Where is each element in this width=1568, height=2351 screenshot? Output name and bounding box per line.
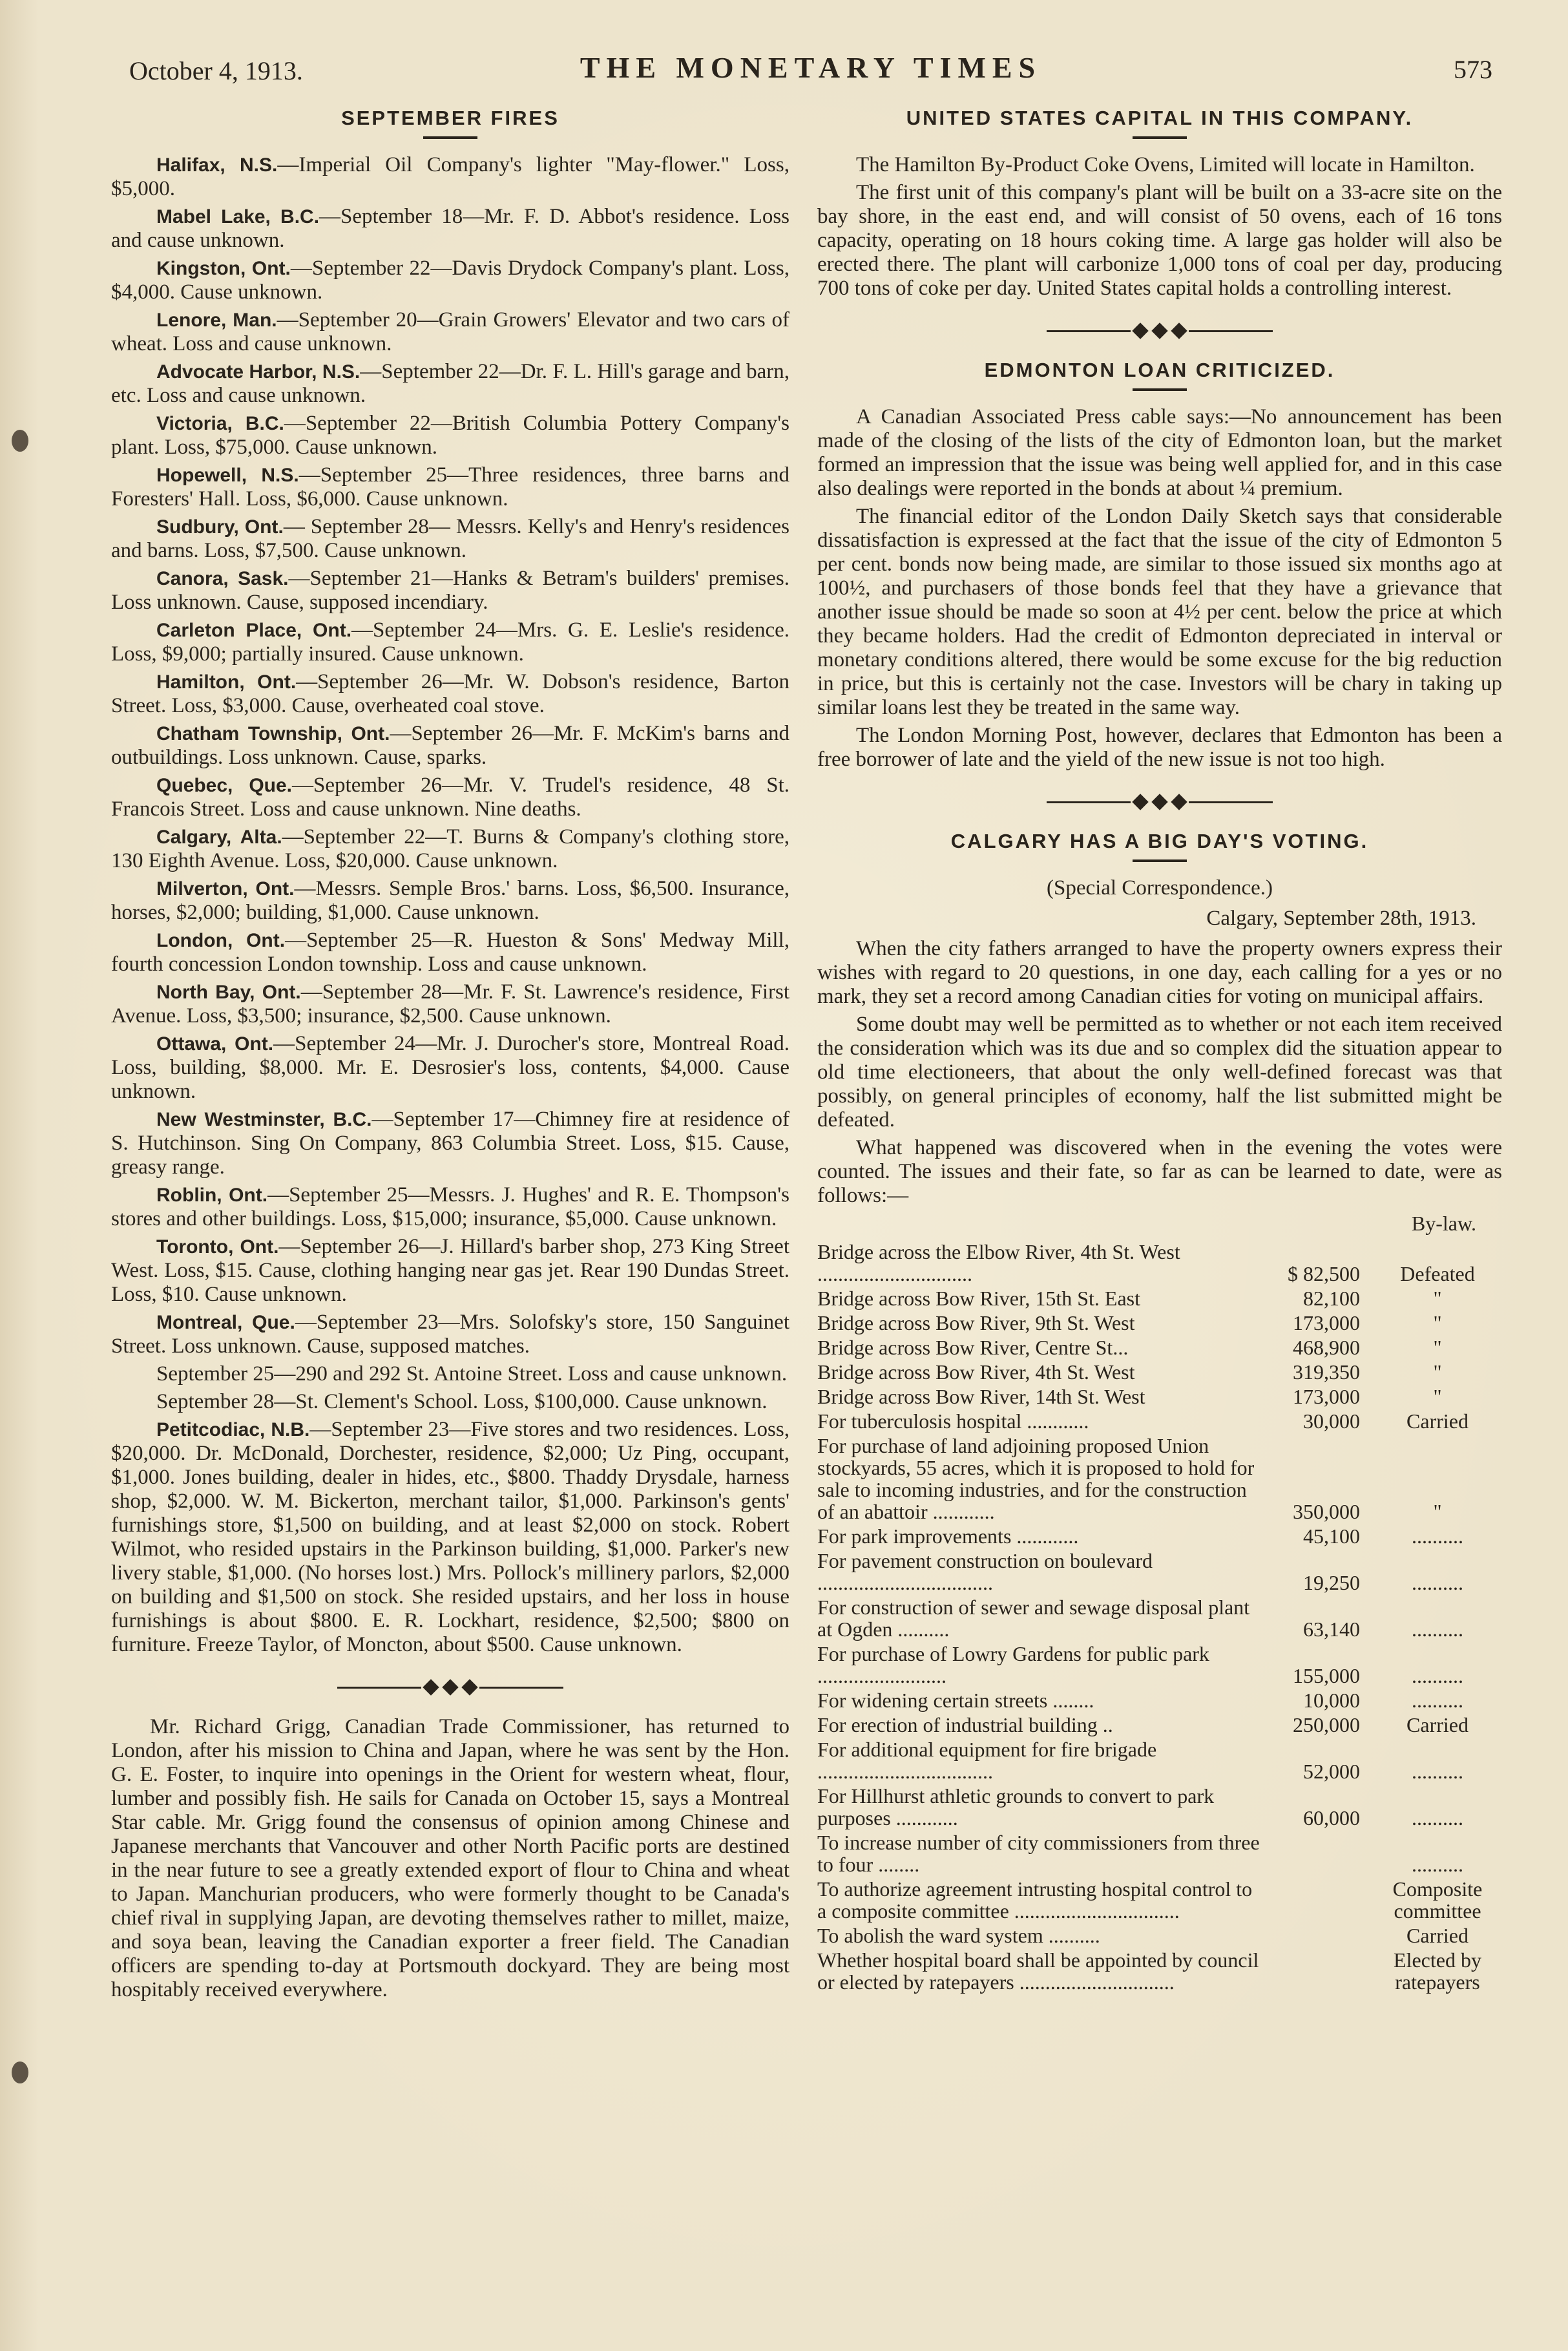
bylaw-item: Bridge across Bow River, 4th St. West: [817, 1360, 1135, 1384]
bylaw-item: For widening certain streets ........: [817, 1689, 1094, 1712]
grigg-article: Mr. Richard Grigg, Canadian Trade Commissioner, has returned to London, after his mission to China and Japan, where he was sent by the Hon. G. E. Foster, to inquire into openings in the Orient for western wheat, flour, lumber and possibly fish. He sails for Canada on October 15, says a Montreal Star cable. Mr. Grigg found the consensus of opinion among Chinese and Japanese merchants that Vancouver and other North Pacific ports are destined in the near future to see a greatly extended export of flour to China and wheat to Japan. Manchurian producers, who were formerly thought to be Canada's chief rival in supplying Japan, are devoting themselves rather to millet, maize, and soya bean, leaving the Canadian exporter a freer field. The Canadian officers are spending to-day at Portsmouth dockyard. They are being most hospitably received everywhere.: [111, 1715, 789, 2001]
bylaw-result: ": [1433, 1360, 1442, 1384]
bylaw-result: ..........: [1412, 1618, 1463, 1641]
paragraph: The Hamilton By-Product Coke Ovens, Limited will locate in Hamilton.: [856, 153, 1475, 176]
fire-details: —September 22—Davis Drydock Company's plant. Loss, $4,000. Cause unknown.: [111, 257, 789, 304]
table-row: [817, 1525, 1502, 1550]
bylaw-result: ..........: [1412, 1689, 1463, 1712]
bylaw-result: Defeated: [1400, 1262, 1475, 1285]
table-row: [817, 1878, 1502, 1924]
fire-location: Sudbury, Ont.: [156, 516, 284, 538]
fire-entry: [111, 929, 789, 976]
fires-list: [111, 153, 789, 1657]
fire-details: — September 28— Messrs. Kelly's and Henry's residences and barns. Loss, $7,500. Cause unknown.: [111, 515, 789, 562]
table-row: [817, 1689, 1502, 1714]
fire-entry: [111, 515, 789, 563]
bylaw-amount: 250,000: [1293, 1713, 1360, 1736]
fire-details: —Imperial Oil Company's lighter "May-flower." Loss, $5,000.: [111, 153, 789, 200]
table-row: [817, 1435, 1502, 1525]
bylaw-result: ..........: [1412, 1760, 1463, 1783]
fire-details: —September 22—British Columbia Pottery Company's plant. Loss, $75,000. Cause unknown.: [111, 412, 789, 459]
table-row: [817, 1410, 1502, 1435]
fire-location: Toronto, Ont.: [156, 1236, 279, 1258]
bylaw-item: Bridge across Bow River, 14th St. West: [817, 1385, 1145, 1408]
bylaw-item: Bridge across Bow River, 9th St. West: [817, 1311, 1135, 1334]
table-row: [817, 1336, 1502, 1361]
bylaw-item: To abolish the ward system ..........: [817, 1924, 1100, 1947]
heading-rule: [1133, 388, 1187, 391]
section-ornament: [817, 791, 1502, 810]
fire-details: —September 25—Messrs. J. Hughes' and R. E. Thompson's stores and other buildings. Loss, $15,000; insurance, $5,000. Cause unknown.: [111, 1183, 789, 1230]
fire-location: New Westminster, B.C.: [156, 1109, 372, 1130]
fire-location: Mabel Lake, B.C.: [156, 206, 320, 227]
fire-location: Chatham Township, Ont.: [156, 723, 390, 744]
heading-rule: [1133, 136, 1187, 139]
bylaw-result: ..........: [1412, 1853, 1463, 1876]
bylaw-item: To increase number of city commissioners from three to four ........: [817, 1831, 1260, 1876]
fire-location: North Bay, Ont.: [156, 982, 301, 1003]
fire-location: London, Ont.: [156, 930, 286, 951]
fire-location: Carleton Place, Ont.: [156, 620, 352, 641]
table-row: [817, 1312, 1502, 1336]
bylaw-item: Bridge across Bow River, 15th St. East: [817, 1287, 1140, 1310]
bylaw-result: ..........: [1412, 1524, 1463, 1548]
bylaw-amount: 173,000: [1293, 1385, 1360, 1408]
bylaw-item: For construction of sewer and sewage disposal plant at Ogden ..........: [817, 1596, 1250, 1641]
bylaw-result: ": [1433, 1336, 1442, 1359]
fire-details: —Messrs. Semple Bros.' barns. Loss, $6,500. Insurance, horses, $2,000; building, $1,000. Cause unknown.: [111, 877, 789, 924]
bylaw-item: To authorize agreement intrusting hospital control to a composite committee ................................: [817, 1877, 1253, 1923]
bylaw-table: [817, 1241, 1502, 1996]
bylaw-column-header: By-law.: [1411, 1212, 1476, 1235]
heading-rule: [1133, 859, 1187, 862]
fire-details: —September 22—Dr. F. L. Hill's garage and barn, etc. Loss and cause unknown.: [111, 360, 790, 407]
bylaw-amount: 155,000: [1293, 1664, 1360, 1687]
fire-details: —September 18—Mr. F. D. Abbot's residence. Loss and cause unknown.: [111, 205, 790, 252]
heading-rule: [423, 136, 477, 139]
table-row: [817, 1386, 1502, 1410]
bylaw-result: Carried: [1406, 1409, 1469, 1433]
fire-details: —September 21—Hanks & Betram's builders' premises. Loss unknown. Cause, supposed incendiary.: [111, 567, 789, 614]
bylaw-amount: [1263, 1831, 1373, 1878]
fire-location: Calgary, Alta.: [156, 827, 282, 848]
section-ornament: [111, 1676, 789, 1696]
bylaw-result: ": [1433, 1500, 1442, 1523]
bylaw-amount: [1263, 1949, 1373, 1996]
bylaw-item: Whether hospital board shall be appointed by council or elected by ratepayers ..............................: [817, 1948, 1259, 1994]
fire-entry: [111, 1108, 789, 1179]
fire-details: —September 23—Five stores and two residences. Loss, $20,000. Dr. McDonald, Dorchester, residence, $2,000; Uz Ping, occupant, $1,000. Jones building, dealer in hides, etc., $800. Thaddy Drysdale, harness shop, $2,000. W. M. Bickerton, merchant tailor, $1,000. Parkinson's gents' furnishings store, $1,500 on building, and at least $2,000 on stock. Robert Wilmot, who resided upstairs in the Parkinson building, $1,000. Parker's new livery stable, $1,000. (No horses lost.) Mrs. Pollock's millinery parlors, $2,000 on building and $1,500 on stock. She resided upstairs, and her loss in house furnishings is about $800. E. R. Lockhart, residence, $2,500; $800 on furniture. Freeze Taylor, of Moncton, about $500. Cause unknown.: [111, 1418, 789, 1656]
bylaw-result: Carried: [1406, 1924, 1469, 1947]
fire-details: —September 20—Grain Growers' Elevator and two cars of wheat. Loss and cause unknown.: [111, 308, 790, 355]
bylaw-amount: $ 82,500: [1288, 1262, 1360, 1285]
bylaw-item: For park improvements ............: [817, 1524, 1079, 1548]
bylaw-amount: 60,000: [1303, 1806, 1360, 1829]
section-ornament: [817, 320, 1502, 339]
edmonton-heading: EDMONTON LOAN CRITICIZED.: [984, 359, 1335, 381]
fire-entry: [111, 1183, 789, 1231]
paragraph: The first unit of this company's plant will be built on a 33-acre site on the bay shore, in the east end, and will consist of 50 ovens, each of 16 tons capacity, operating on 18 hours coking time. A large gas holder will also be erected there. The plant will carbonize 1,000 tons of coal per day, producing 700 tons of coke per day. United States capital holds a controlling interest.: [817, 181, 1502, 300]
bylaw-item: For tuberculosis hospital ............: [817, 1409, 1089, 1433]
bylaw-result: ": [1433, 1385, 1442, 1408]
fire-details: September 25—290 and 292 St. Antoine Street. Loss and cause unknown.: [156, 1362, 788, 1386]
table-row: [817, 1287, 1502, 1312]
fire-entry: [111, 412, 789, 459]
paragraph: What happened was discovered when in the evening the votes were counted. The issues and their fate, so far as can be learned to date, were as follows:—: [817, 1136, 1502, 1207]
paragraph: The London Morning Post, however, declares that Edmonton has been a free borrower of late and the yield of the new issue is not too high.: [817, 724, 1502, 771]
fire-details: —September 25—R. Hueston & Sons' Medway Mill, fourth concession London township. Loss and cause unknown.: [111, 929, 789, 976]
fire-entry: [111, 618, 789, 666]
fire-details: September 28—St. Clement's School. Loss, $100,000. Cause unknown.: [156, 1390, 768, 1413]
byline: (Special Correspondence.): [1046, 876, 1273, 900]
fire-location: Hopewell, N.S.: [156, 465, 299, 486]
bylaw-amount: 19,250: [1303, 1571, 1360, 1594]
fire-entry: [111, 257, 789, 304]
fire-location: Montreal, Que.: [156, 1312, 295, 1333]
page-header: [129, 50, 1492, 96]
table-row: [817, 1361, 1502, 1386]
bylaw-amount: [1263, 1878, 1373, 1924]
fire-location: Lenore, Man.: [156, 310, 277, 331]
masthead: THE MONETARY TIMES: [580, 51, 1042, 84]
bylaw-amount: 30,000: [1303, 1409, 1360, 1433]
fire-entry: [111, 877, 789, 925]
bylaw-item: For erection of industrial building ..: [817, 1713, 1113, 1736]
table-row: [817, 1738, 1502, 1785]
bylaw-amount: 350,000: [1293, 1500, 1360, 1523]
table-row: [817, 1924, 1502, 1949]
fire-details: —September 24—Mr. J. Durocher's store, Montreal Road. Loss, building, $8,000. Mr. E. Desrosier's loss, contents, $4,000. Cause unknown.: [111, 1032, 789, 1103]
fire-location: Quebec, Que.: [156, 775, 293, 796]
paragraph: A Canadian Associated Press cable says:—No announcement has been made of the closing of the lists of the city of Edmonton loan, but the market formed an impression that the issue was being well applied for, and in this case also dealings were reported in the bonds at about ¼ premium.: [817, 405, 1502, 500]
binding-hole: [12, 2061, 28, 2083]
fire-location: Canora, Sask.: [156, 568, 289, 589]
bylaw-item: Bridge across the Elbow River, 4th St. West ..............................: [817, 1240, 1180, 1285]
bylaw-result: ..........: [1412, 1571, 1463, 1594]
fire-entry: [111, 1390, 789, 1414]
bylaw-item: For purchase of land adjoining proposed Union stockyards, 55 acres, which it is proposed to hold for sale to incoming industries, and for the construction of an abattoir ............: [817, 1434, 1255, 1523]
paragraph: The financial editor of the London Daily Sketch says that considerable dissatisfaction is expressed at the fact that the issue of the city of Edmonton 5 per cent. bonds now being made, are similar to those issued six months ago at 100½, and purchasers of those bonds feel that they have a grievance that another issue should be made so soon at 4½ per cent. below the price at which they became holders. Had the credit of Edmonton depreciated in interval or monetary conditions altered, there would be some excuse for the big reduction in price, but this is certainly not the case. Investors will be chary in taking up similar loans lest they be treated in the same way.: [817, 505, 1502, 719]
table-row: [817, 1643, 1502, 1689]
bylaw-amount: 10,000: [1303, 1689, 1360, 1712]
fire-entry: [111, 722, 789, 770]
fire-entry: [111, 1418, 789, 1657]
table-row: [817, 1714, 1502, 1738]
table-row: [817, 1949, 1502, 1996]
fire-location: Milverton, Ont.: [156, 878, 295, 900]
bylaw-amount: 319,350: [1293, 1360, 1360, 1384]
table-row: [817, 1785, 1502, 1831]
left-column: [111, 107, 789, 2006]
table-row: [817, 1831, 1502, 1878]
bylaw-result: Composite committee: [1392, 1877, 1483, 1923]
table-row: [817, 1596, 1502, 1643]
us-capital-heading: UNITED STATES CAPITAL IN THIS COMPANY.: [906, 107, 1414, 129]
fire-entry: [111, 1362, 789, 1386]
fire-details: —September 26—Mr. W. Dobson's residence, Barton Street. Loss, $3,000. Cause, overheated coal stove.: [111, 670, 789, 717]
bylaw-amount: 45,100: [1303, 1524, 1360, 1548]
fire-entry: [111, 825, 789, 873]
fire-location: Advocate Harbor, N.S.: [156, 361, 361, 383]
fire-entry: [111, 670, 789, 718]
fire-details: —September 22—T. Burns & Company's clothing store, 130 Eighth Avenue. Loss, $20,000. Cause unknown.: [111, 825, 789, 872]
bylaw-amount: 173,000: [1293, 1311, 1360, 1334]
fire-details: —September 26—Mr. F. McKim's barns and outbuildings. Loss unknown. Cause, sparks.: [111, 722, 789, 769]
issue-date: October 4, 1913.: [129, 56, 303, 85]
bylaw-amount: 468,900: [1293, 1336, 1360, 1359]
bylaw-item: For Hillhurst athletic grounds to convert to park purposes ............: [817, 1784, 1215, 1829]
bylaw-result: Carried: [1406, 1713, 1469, 1736]
fire-entry: [111, 153, 789, 201]
bylaw-item: For pavement construction on boulevard ..................................: [817, 1549, 1153, 1594]
binding-hole: [12, 430, 28, 452]
table-row: [817, 1241, 1502, 1287]
fire-location: Petitcodiac, N.B.: [156, 1419, 310, 1440]
fire-entry: [111, 774, 789, 821]
fire-entry: [111, 308, 789, 356]
bylaw-result: ": [1433, 1311, 1442, 1334]
bylaw-amount: 82,100: [1303, 1287, 1360, 1310]
bylaw-result: ": [1433, 1287, 1442, 1310]
fire-location: Ottawa, Ont.: [156, 1033, 274, 1055]
paragraph: When the city fathers arranged to have the property owners express their wishes with regard to 20 questions, in one day, each calling for a yes or no mark, they set a record among Canadian cities for voting on municipal affairs.: [817, 937, 1502, 1008]
fire-entry: [111, 567, 789, 615]
fire-entry: [111, 360, 789, 408]
fire-location: Roblin, Ont.: [156, 1185, 268, 1206]
page-number: 573: [1454, 55, 1492, 84]
bylaw-item: For additional equipment for fire brigade ..................................: [817, 1738, 1157, 1783]
bylaw-amount: 63,140: [1303, 1618, 1360, 1641]
fire-details: —September 26—J. Hillard's barber shop, 273 King Street West. Loss, $15. Cause, clothing hanging near gas jet. Rear 190 Dundas Street. Loss, $10. Cause unknown.: [111, 1235, 789, 1306]
paragraph: Some doubt may well be permitted as to whether or not each item received the consideration which was its due and so complex did the situation appear to old time electioneers, that about the only well-defined forecast was that possibly, on general principles of economy, half the list submitted might be defeated.: [817, 1013, 1502, 1132]
fire-entry: [111, 205, 789, 253]
fire-entry: [111, 1235, 789, 1307]
fire-location: Victoria, B.C.: [156, 413, 284, 434]
fires-heading: SEPTEMBER FIRES: [341, 107, 559, 129]
fire-location: Hamilton, Ont.: [156, 671, 297, 693]
right-column: [817, 107, 1502, 1996]
fire-location: Kingston, Ont.: [156, 258, 291, 279]
calgary-heading: CALGARY HAS A BIG DAY'S VOTING.: [950, 830, 1369, 852]
fire-entry: [111, 463, 789, 511]
fire-location: Halifax, N.S.: [156, 154, 278, 176]
fire-details: —September 17—Chimney fire at residence of S. Hutchinson. Sing On Company, 863 Columbia Street. Loss, $15. Cause, greasy range.: [111, 1108, 789, 1179]
bylaw-amount: [1263, 1924, 1373, 1949]
bylaw-item: For purchase of Lowry Gardens for public park .........................: [817, 1642, 1209, 1687]
fire-details: —September 23—Mrs. Solofsky's store, 150 Sanguinet Street. Loss unknown. Cause, supposed matches.: [111, 1311, 789, 1358]
bylaw-result: ..........: [1412, 1664, 1463, 1687]
fire-details: —September 25—Three residences, three barns and Foresters' Hall. Loss, $6,000. Cause unknown.: [111, 463, 789, 511]
fire-entry: [111, 1032, 789, 1104]
fire-details: —September 26—Mr. V. Trudel's residence, 48 St. Francois Street. Loss and cause unknown. Nine deaths.: [111, 774, 790, 821]
bylaw-result: Elected by ratepayers: [1394, 1948, 1481, 1994]
fire-details: —September 28—Mr. F. St. Lawrence's residence, First Avenue. Loss, $3,500; insurance, $2,500. Cause unknown.: [111, 980, 790, 1028]
fire-entry: [111, 1311, 789, 1358]
fire-details: —September 24—Mrs. G. E. Leslie's residence. Loss, $9,000; partially insured. Cause unknown.: [111, 618, 789, 666]
bylaw-item: Bridge across Bow River, Centre St...: [817, 1336, 1129, 1359]
dateline: Calgary, September 28th, 1913.: [1206, 907, 1476, 930]
bylaw-result: ..........: [1412, 1806, 1463, 1829]
fire-entry: [111, 980, 789, 1028]
bylaw-amount: 52,000: [1303, 1760, 1360, 1783]
table-row: [817, 1550, 1502, 1596]
